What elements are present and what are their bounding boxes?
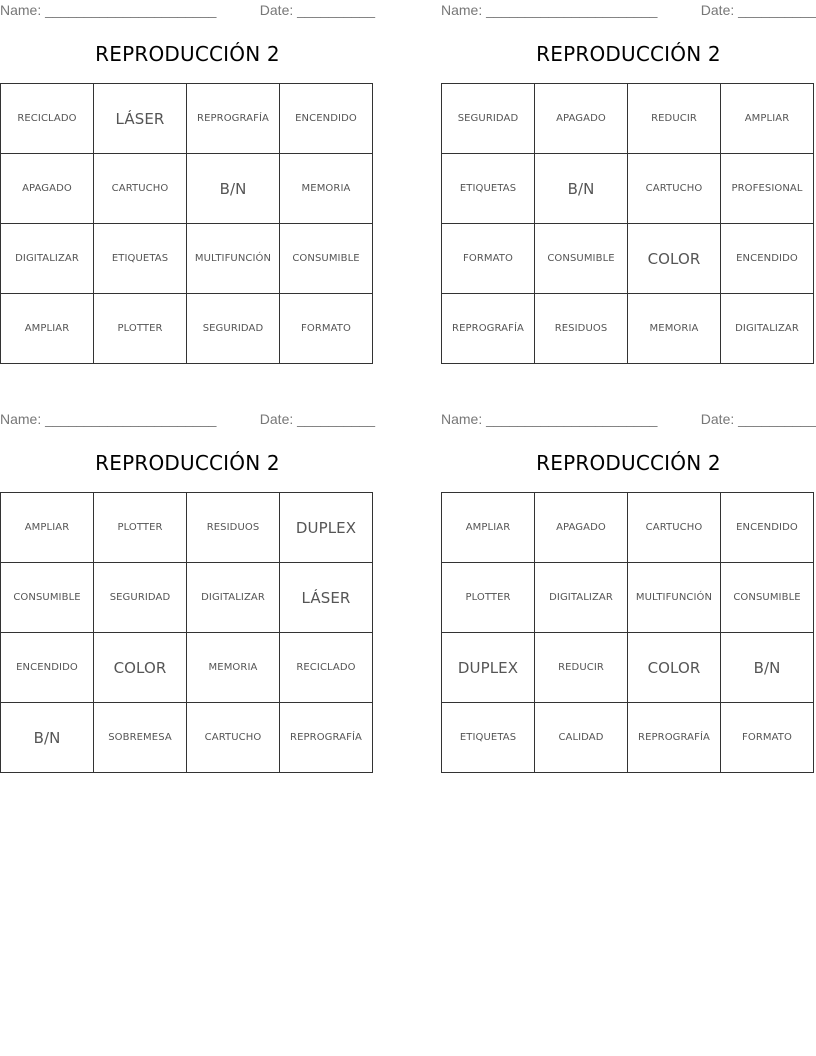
grid-cell: RECICLADO: [280, 633, 373, 703]
grid-cell: PROFESIONAL: [721, 154, 814, 224]
grid-cell: MEMORIA: [280, 154, 373, 224]
grid-cell: CARTUCHO: [628, 493, 721, 563]
grid-cell: APAGADO: [535, 84, 628, 154]
card-header: [441, 411, 816, 429]
name-field-label: Name: ______________________: [441, 411, 658, 427]
name-field-label: Name: ______________________: [0, 411, 217, 427]
grid-cell: REDUCIR: [628, 84, 721, 154]
grid-cell: RECICLADO: [1, 84, 94, 154]
grid-cell: PLOTTER: [94, 493, 187, 563]
grid-cell: B/N: [1, 703, 94, 773]
grid-cell: RESIDUOS: [535, 294, 628, 364]
card-header: [0, 411, 375, 429]
grid-cell: CONSUMIBLE: [280, 224, 373, 294]
grid-cell: CARTUCHO: [628, 154, 721, 224]
grid-row: [1, 154, 373, 224]
grid-cell: DIGITALIZAR: [721, 294, 814, 364]
grid-row: [1, 563, 373, 633]
grid-cell: FORMATO: [721, 703, 814, 773]
grid-cell: COLOR: [628, 224, 721, 294]
grid-cell: LÁSER: [94, 84, 187, 154]
grid-cell: AMPLIAR: [1, 493, 94, 563]
grid-row: [442, 294, 814, 364]
card-title: REPRODUCCIÓN 2: [536, 451, 721, 475]
grid-cell: AMPLIAR: [1, 294, 94, 364]
grid-row: [442, 703, 814, 773]
grid-cell: MEMORIA: [187, 633, 280, 703]
grid-cell: SEGURIDAD: [442, 84, 535, 154]
bingo-grid: [441, 83, 814, 364]
date-field-label: Date: __________: [259, 411, 375, 427]
grid-cell: DUPLEX: [280, 493, 373, 563]
grid-row: [442, 633, 814, 703]
grid-row: [1, 224, 373, 294]
grid-row: [442, 224, 814, 294]
grid-row: [442, 493, 814, 563]
grid-cell: COLOR: [628, 633, 721, 703]
date-field-label: Date: __________: [259, 2, 375, 18]
grid-cell: PLOTTER: [442, 563, 535, 633]
grid-cell: AMPLIAR: [442, 493, 535, 563]
grid-cell: ETIQUETAS: [94, 224, 187, 294]
grid-cell: DIGITALIZAR: [535, 563, 628, 633]
grid-cell: REPROGRAFÍA: [442, 294, 535, 364]
grid-cell: MEMORIA: [628, 294, 721, 364]
bingo-grid: [0, 492, 373, 773]
grid-row: [442, 154, 814, 224]
grid-cell: SEGURIDAD: [187, 294, 280, 364]
date-field-label: Date: __________: [700, 411, 816, 427]
name-field-label: Name: ______________________: [441, 2, 658, 18]
grid-cell: DIGITALIZAR: [187, 563, 280, 633]
name-field-label: Name: ______________________: [0, 2, 217, 18]
grid-cell: DUPLEX: [442, 633, 535, 703]
grid-cell: REPROGRAFÍA: [187, 84, 280, 154]
grid-cell: COLOR: [94, 633, 187, 703]
grid-row: [1, 703, 373, 773]
grid-cell: RESIDUOS: [187, 493, 280, 563]
grid-cell: CONSUMIBLE: [535, 224, 628, 294]
grid-cell: REDUCIR: [535, 633, 628, 703]
grid-cell: MULTIFUNCIÓN: [187, 224, 280, 294]
bingo-grid: [0, 83, 373, 364]
grid-cell: MULTIFUNCIÓN: [628, 563, 721, 633]
grid-cell: ENCENDIDO: [280, 84, 373, 154]
grid-cell: CALIDAD: [535, 703, 628, 773]
grid-cell: ENCENDIDO: [1, 633, 94, 703]
grid-cell: B/N: [721, 633, 814, 703]
grid-cell: FORMATO: [280, 294, 373, 364]
grid-cell: FORMATO: [442, 224, 535, 294]
grid-cell: CONSUMIBLE: [1, 563, 94, 633]
grid-cell: APAGADO: [535, 493, 628, 563]
card-title: REPRODUCCIÓN 2: [95, 42, 280, 66]
grid-cell: ETIQUETAS: [442, 154, 535, 224]
grid-cell: SOBREMESA: [94, 703, 187, 773]
grid-cell: PLOTTER: [94, 294, 187, 364]
grid-cell: ETIQUETAS: [442, 703, 535, 773]
card-header: [0, 2, 375, 20]
grid-cell: AMPLIAR: [721, 84, 814, 154]
grid-cell: CARTUCHO: [94, 154, 187, 224]
grid-row: [442, 563, 814, 633]
grid-row: [1, 633, 373, 703]
grid-row: [1, 294, 373, 364]
grid-cell: ENCENDIDO: [721, 224, 814, 294]
bingo-grid: [441, 492, 814, 773]
card-title: REPRODUCCIÓN 2: [95, 451, 280, 475]
grid-cell: LÁSER: [280, 563, 373, 633]
grid-cell: CARTUCHO: [187, 703, 280, 773]
grid-cell: APAGADO: [1, 154, 94, 224]
date-field-label: Date: __________: [700, 2, 816, 18]
grid-cell: CONSUMIBLE: [721, 563, 814, 633]
grid-cell: REPROGRAFÍA: [280, 703, 373, 773]
grid-cell: REPROGRAFÍA: [628, 703, 721, 773]
grid-cell: DIGITALIZAR: [1, 224, 94, 294]
grid-row: [1, 84, 373, 154]
grid-cell: B/N: [535, 154, 628, 224]
grid-cell: B/N: [187, 154, 280, 224]
grid-row: [442, 84, 814, 154]
card-header: [441, 2, 816, 20]
grid-cell: ENCENDIDO: [721, 493, 814, 563]
grid-row: [1, 493, 373, 563]
card-title: REPRODUCCIÓN 2: [536, 42, 721, 66]
grid-cell: SEGURIDAD: [94, 563, 187, 633]
